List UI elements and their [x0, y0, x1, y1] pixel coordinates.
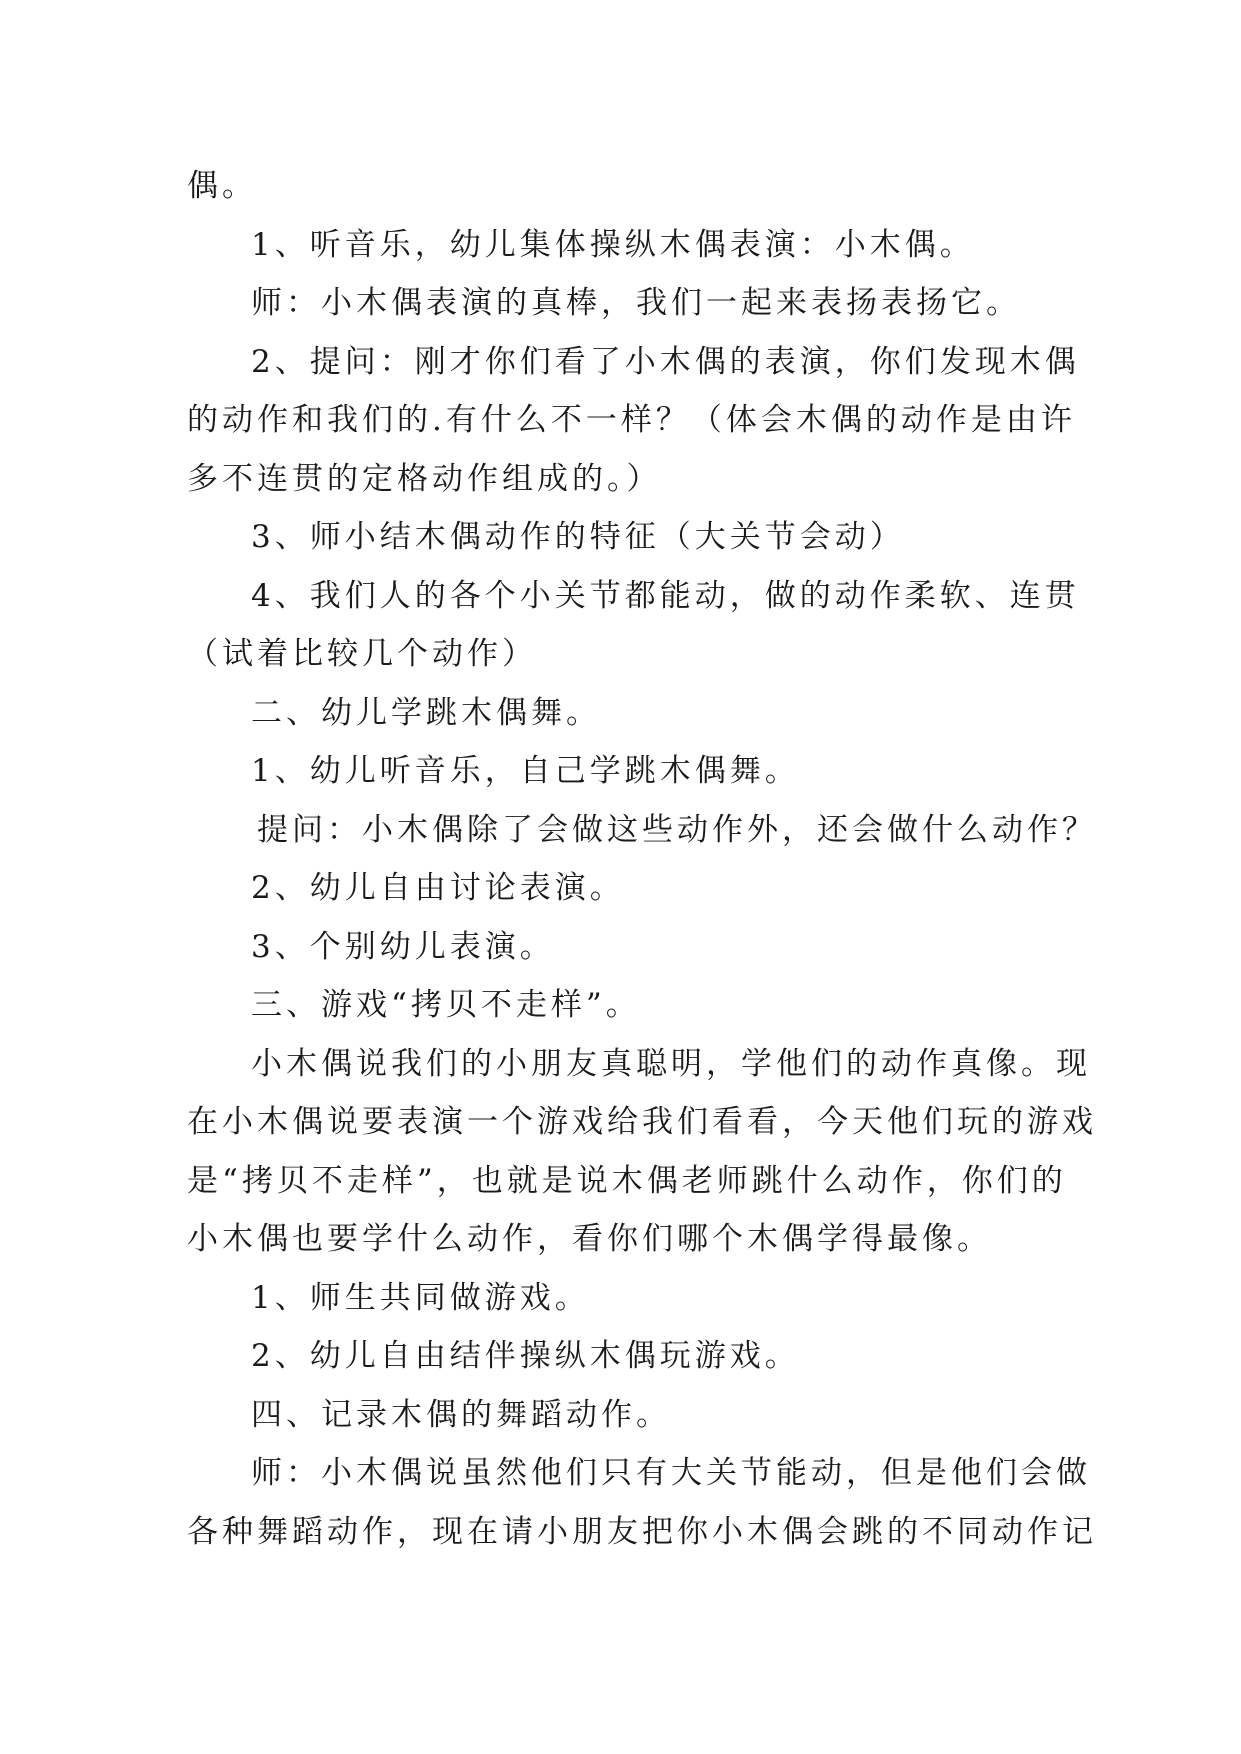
text-line: 在小木偶说要表演一个游戏给我们看看，今天他们玩的游戏	[187, 1104, 1097, 1140]
text-line: 1、幼儿听音乐，自己学跳木偶舞。	[251, 753, 800, 789]
text-line: 师：小木偶表演的真棒，我们一起来表扬表扬它。	[251, 285, 1021, 321]
text-line: （试着比较几个动作）	[187, 636, 537, 672]
text-line: 师：小木偶说虽然他们只有大关节能动，但是他们会做	[251, 1455, 1091, 1491]
text-line: 二、幼儿学跳木偶舞。	[251, 694, 601, 731]
text-line: 2、幼儿自由讨论表演。	[251, 870, 625, 906]
text-line: 偶。	[187, 168, 257, 204]
text-line: 多不连贯的定格动作组成的。）	[187, 460, 662, 497]
text-line: 三、游戏“拷贝不走样”。	[251, 987, 641, 1023]
text-line: 小木偶说我们的小朋友真聪明，学他们的动作真像。现	[251, 1045, 1091, 1082]
text-line: 3、师小结木偶动作的特征（大关节会动）	[251, 519, 905, 555]
text-line: 2、幼儿自由结伴操纵木偶玩游戏。	[251, 1338, 800, 1374]
text-line: 各种舞蹈动作，现在请小朋友把你小木偶会跳的不同动作记	[187, 1513, 1097, 1550]
text-line: 提问：小木偶除了会做这些动作外，还会做什么动作？	[257, 811, 1097, 848]
text-line: 2、提问：刚才你们看了小木偶的表演，你们发现木偶	[251, 343, 1080, 380]
text-line: 1、师生共同做游戏。	[251, 1279, 590, 1316]
document-body	[187, 157, 1097, 1561]
text-line: 4、我们人的各个小关节都能动，做的动作柔软、连贯	[251, 577, 1080, 614]
text-line: 3、个别幼儿表演。	[251, 928, 555, 965]
text-line: 是“拷贝不走样”，也就是说木偶老师跳什么动作，你们的	[187, 1162, 1067, 1199]
text-line: 1、听音乐，幼儿集体操纵木偶表演：小木偶。	[251, 226, 975, 263]
text-line: 四、记录木偶的舞蹈动作。	[251, 1396, 671, 1433]
text-line: 的动作和我们的.有什么不一样？（体会木偶的动作是由许	[187, 402, 1076, 438]
text-line: 小木偶也要学什么动作，看你们哪个木偶学得最像。	[187, 1221, 992, 1257]
